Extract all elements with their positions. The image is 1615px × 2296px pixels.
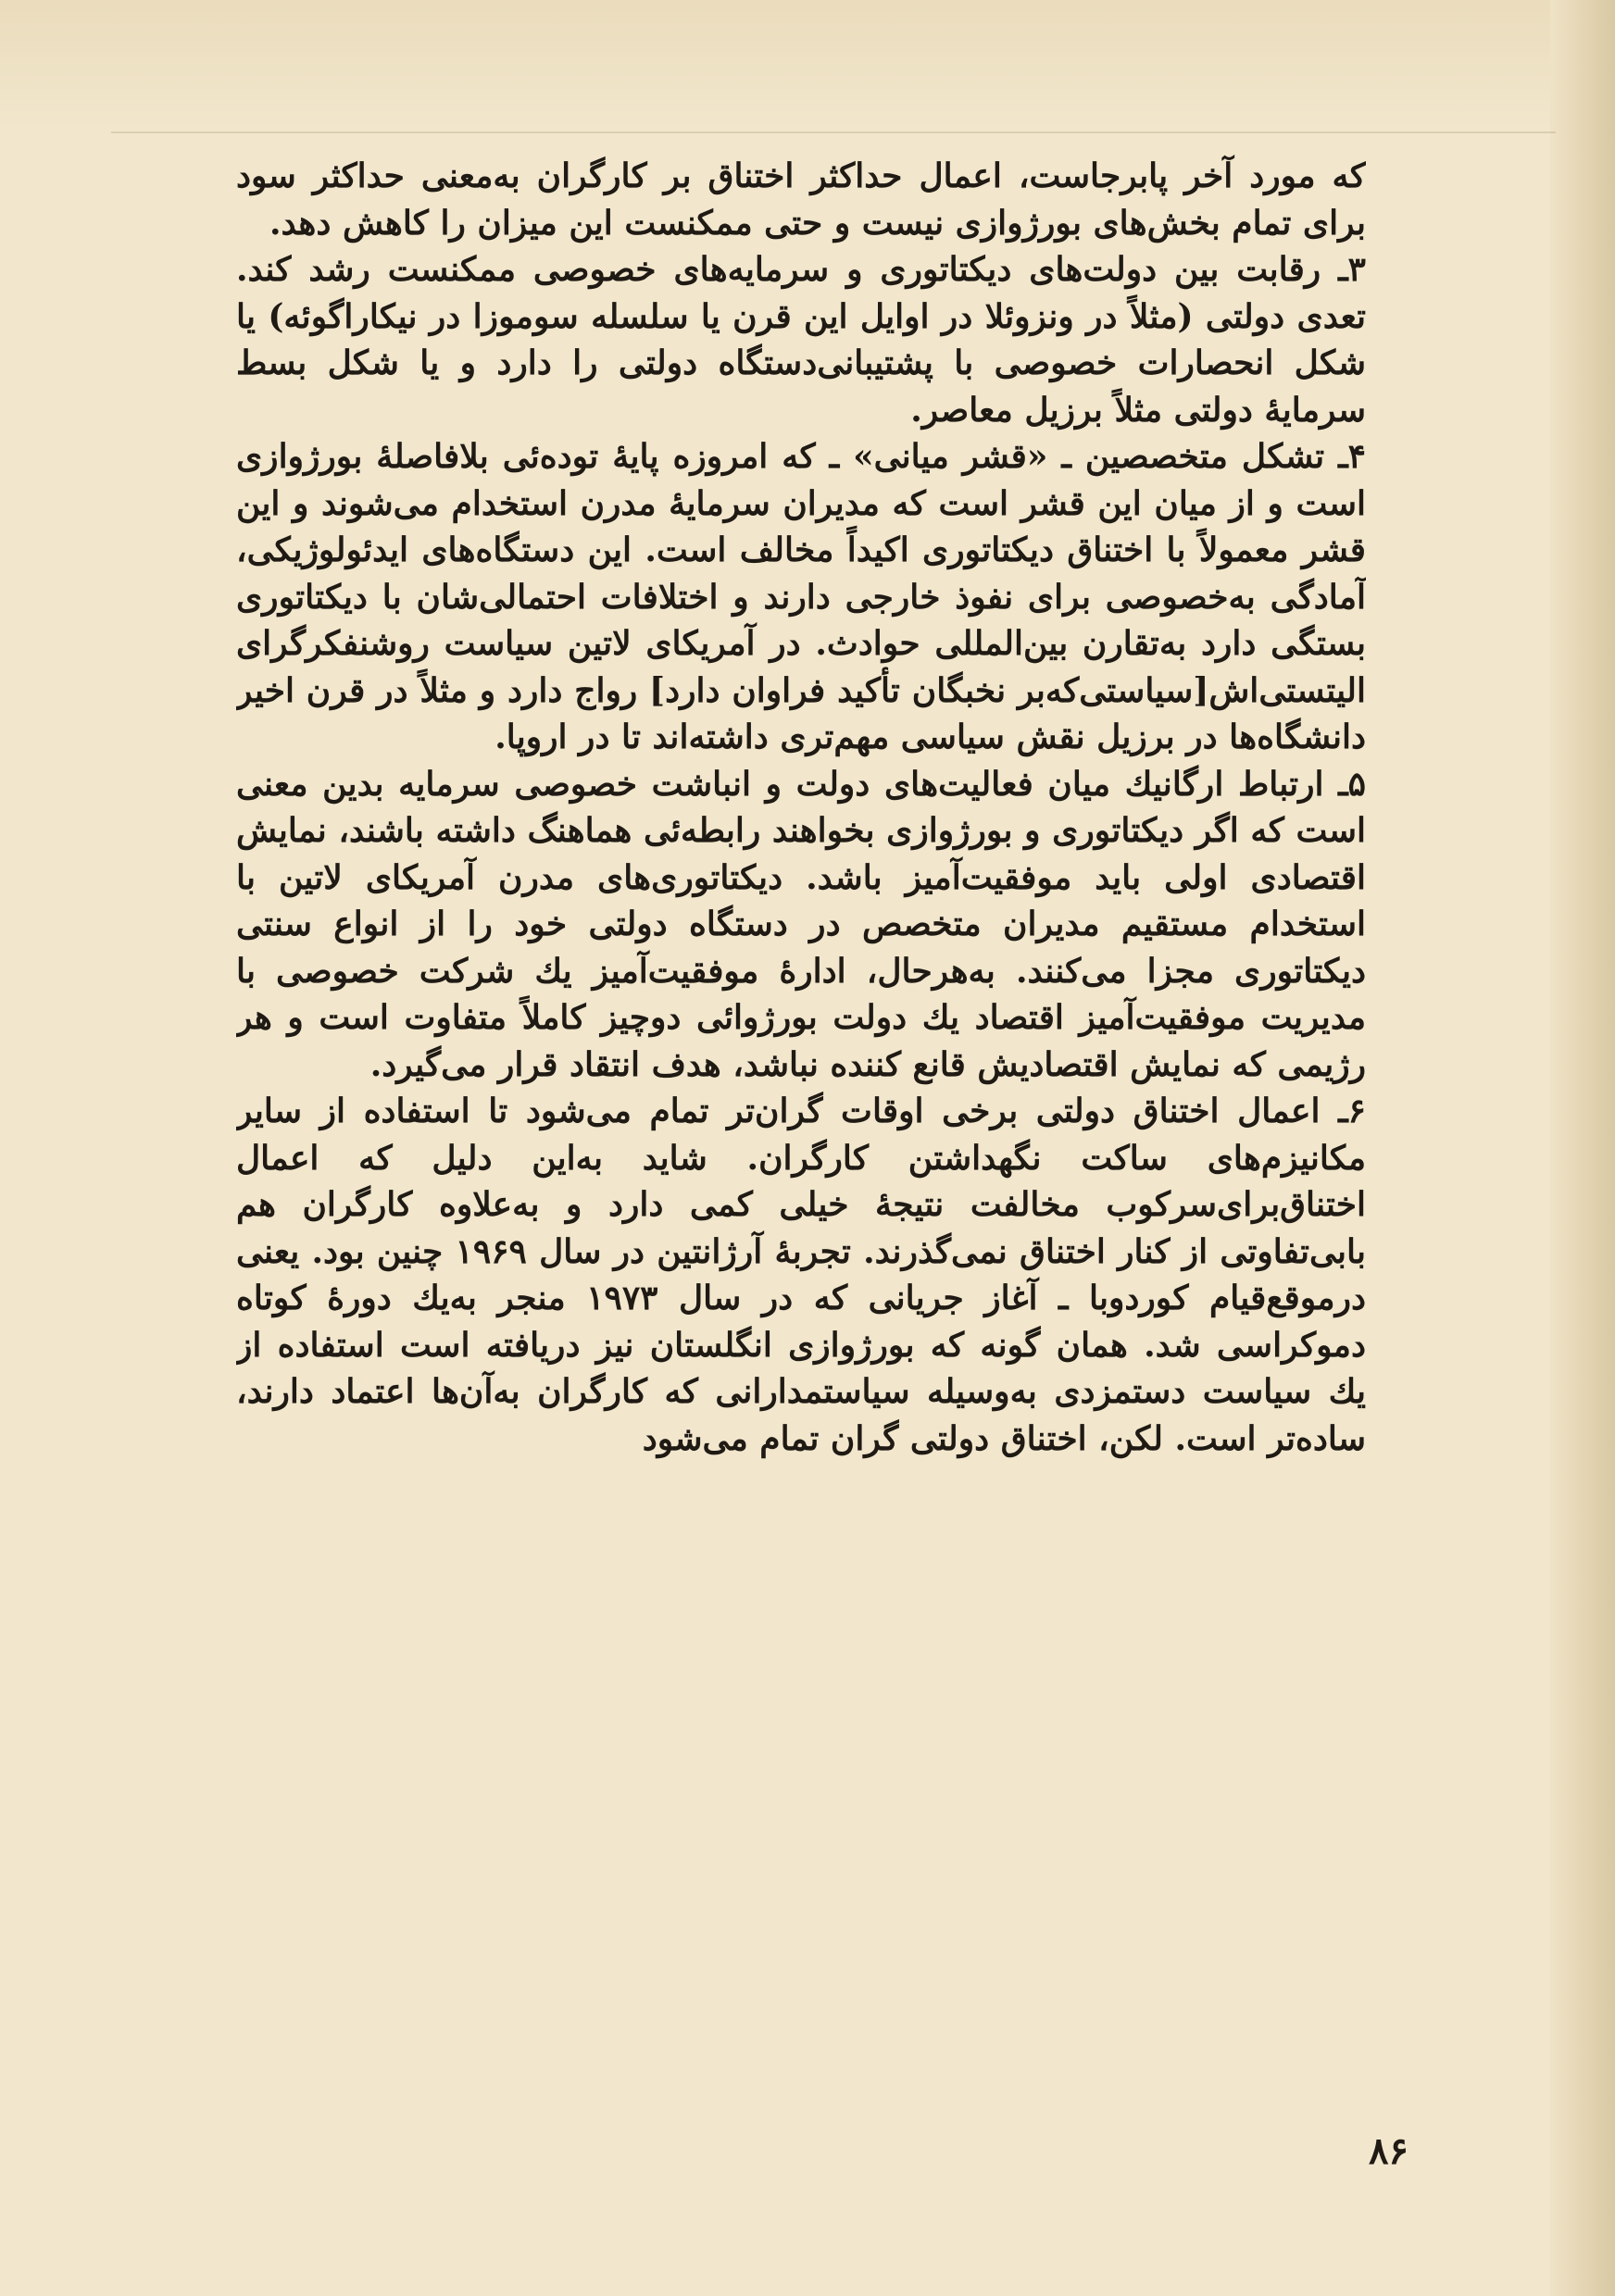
paragraph-item-6: ۶ـ اعمال اختناق دولتی برخی اوقات گران‌تر تمام می‌شود تا استفاده از سایر مکانیزم‌های ساکت نگهداشتن کارگران. شاید به‌این دلیل که اعمال اختناق‌برای‌سرکوب مخالفت نتیجهٔ خیلی کمی دارد و به‌علاوه کارگران هم با‌بی‌تفاوتی از کنار اختناق نمی‌گذرند. تجربهٔ آرژانتین در سال ۱۹۶۹ چنین بود. یعنی درموقع‌قیام کوردوبا ـ آغاز جریانی که در سال ۱۹۷۳ منجر به‌یك دورهٔ کوتاه دموکراسی شد. همان گونه که بورژوازی انگلستان نیز دریافته است استفاده از یك سیاست دستمزدی به‌وسیله سیاستمدارانی که کارگران به‌آن‌ها اعتماد دارند، ساده‌تر است. لکن، اختناق دولتی گران تمام می‌شود [236, 1092, 1366, 1458]
page-number: ۸۶ [1369, 2129, 1408, 2173]
paragraph-continuation: که مورد آخر پابرجاست، اعمال حداکثر اختناق بر کارگران به‌معنی حداکثر سود برای تمام بخش‌های بورژوازی نیست و حتی ممکنست این میزان را کاهش دهد. [236, 156, 1366, 243]
paragraph-item-4: ۴ـ تشکل متخصصین ـ «قشر میانی» ـ که امروزه پایهٔ توده‌ئی بلافاصلهٔ بورژوازی است و از میان این قشر است که مدیران سرمایهٔ مدرن استخدام می‌شوند و این قشر معمولاً با اختناق دیکتاتوری اکیداً مخالف است. این دستگاه‌های ایدئولوژیکی، آمادگی به‌خصوصی برای نفوذ خارجی دارند و اختلافات احتمالی‌شان با دیکتاتوری بستگی دارد به‌تقارن بین‌المللی حوادث. در آمریکای لاتین سیاست روشنفکرگرای الیتستی‌اش[سیاستی‌که‌بر نخبگان تأکید فراوان دارد] رواج دارد و مثلاً در قرن اخیر دانشگاه‌ها در برزیل نقش سیاسی مهم‌تری داشته‌اند تا در اروپا. [236, 437, 1366, 756]
paragraph-item-3: ۳ـ رقابت بین دولت‌های دیکتاتوری و سرمایه‌های خصوصی ممکنست رشد کند. تعدی دولتی (مثلاً در ونزوئلا در اوایل این قرن یا سلسله سوموزا در نیکاراگوئه) یا شکل انحصارات خصوصی با پشتیبانی‌دستگاه دولتی را دارد و یا شکل بسط سرمایهٔ دولتی مثلاً برزیل معاصر. [236, 250, 1366, 430]
body-text [236, 153, 1366, 2134]
page-fold-line [111, 131, 1556, 133]
page-top-shadow [0, 0, 1615, 134]
paragraph-item-5: ۵ـ ارتباط ارگانیك میان فعالیت‌های دولت و انباشت خصوصی سرمایه بدین معنی است که اگر دیکتاتوری و بورژوازی بخواهند رابطه‌ئی هماهنگ داشته باشند، نمایش اقتصادی اولی باید موفقیت‌آمیز باشد. دیکتاتوری‌های مدرن آمریکای لاتین با استخدام مستقیم مدیران متخصص در دستگاه دولتی خود را از انواع سنتی دیکتاتوری مجزا می‌کنند. به‌هرحال، ادارهٔ موفقیت‌آمیز یك شرکت خصوصی با مدیریت موفقیت‌آمیز اقتصاد یك دولت بورژوائی دوچیز کاملاً متفاوت است و هر رژیمی که نمایش اقتصادیش قانع کننده نباشد، هدف انتقاد قرار می‌گیرد. [236, 764, 1366, 1084]
page-right-edge [1550, 0, 1615, 2296]
